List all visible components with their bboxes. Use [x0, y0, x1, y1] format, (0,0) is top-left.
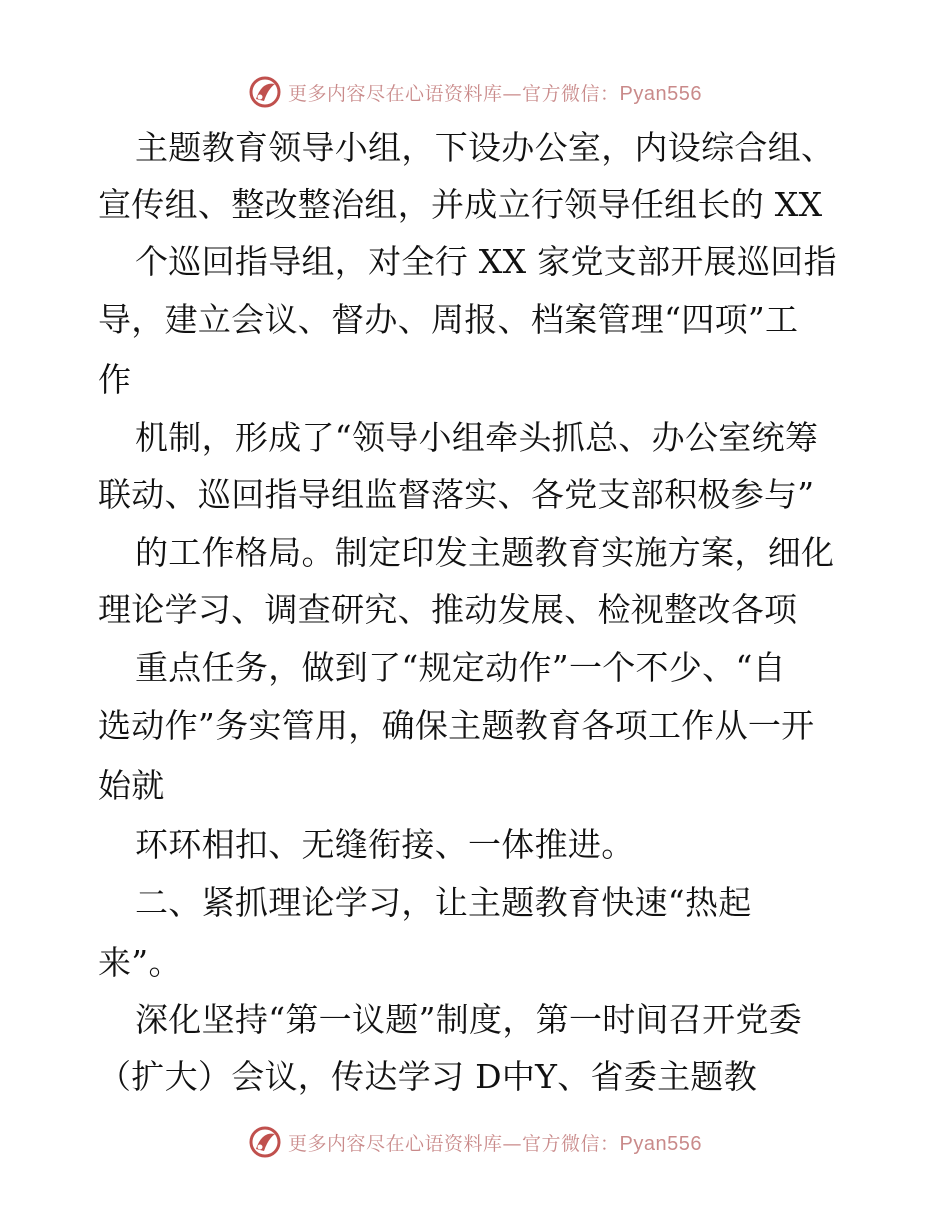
text-line: 环环相扣、无缝衔接、一体推进。 [135, 825, 635, 864]
brand-logo-icon [248, 75, 282, 109]
watermark-header [0, 72, 950, 112]
text-line: 主题教育领导小组，下设办公室，内设综合组、 [135, 128, 835, 167]
watermark-wechat-id: Pyan556 [619, 1132, 702, 1155]
text-line: 始就 [98, 766, 165, 805]
text-line: 联动、巡回指导组监督落实、各党支部积极参与” [98, 475, 815, 514]
brand-logo-icon [248, 1125, 282, 1159]
watermark-wechat-id: Pyan556 [619, 82, 702, 105]
text-line: 导，建立会议、督办、周报、档案管理“四项”工 [98, 300, 799, 339]
text-line: 机制，形成了“领导小组牵头抓总、办公室统筹 [135, 418, 819, 457]
text-line: 重点任务，做到了“规定动作”一个不少、“自 [135, 648, 786, 687]
text-line: 个巡回指导组，对全行 XX 家党支部开展巡回指 [135, 242, 837, 281]
text-line: 的工作格局。制定印发主题教育实施方案，细化 [135, 533, 835, 572]
watermark-text: 更多内容尽在心语资料库—官方微信：Pyan556 [288, 1132, 702, 1155]
text-line: 宣传组、整改整治组，并成立行领导任组长的 XX [98, 185, 823, 224]
section-heading: 来”。 [98, 943, 182, 982]
section-heading: 二、紧抓理论学习，让主题教育快速“热起 [135, 883, 752, 922]
text-line: 深化坚持“第一议题”制度，第一时间召开党委 [135, 1000, 803, 1039]
text-line: （扩大）会议，传达学习 D中Y、省委主题教 [98, 1057, 758, 1096]
watermark-text: 更多内容尽在心语资料库—官方微信：Pyan556 [288, 82, 702, 105]
watermark-footer [0, 1122, 950, 1162]
text-line: 选动作”务实管用，确保主题教育各项工作从一开 [98, 706, 815, 745]
text-line: 理论学习、调查研究、推动发展、检视整改各项 [98, 590, 798, 629]
text-line: 作 [98, 360, 132, 399]
